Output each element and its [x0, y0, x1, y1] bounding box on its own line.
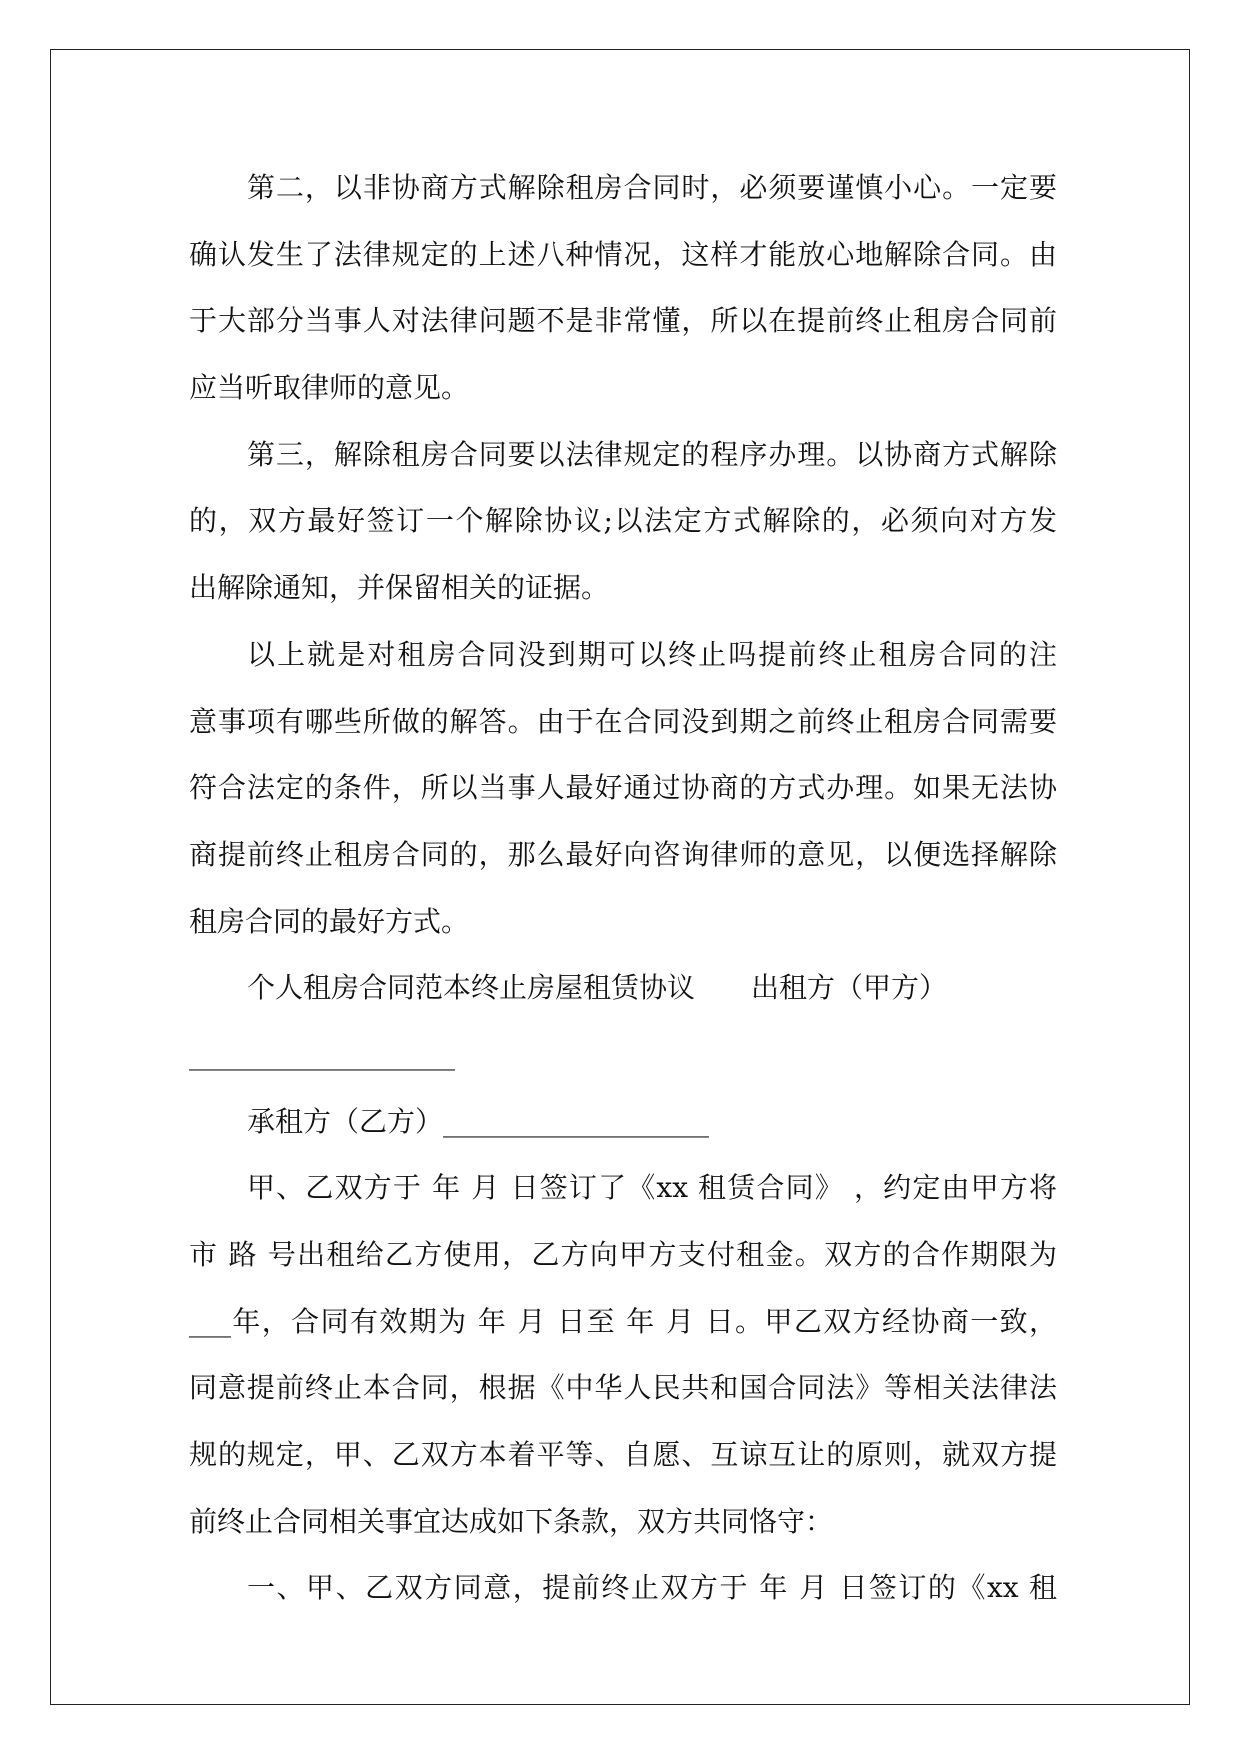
text-line: 前终止合同相关事宜达成如下条款，双方共同恪守：: [189, 1504, 834, 1538]
text-line: 第二，以非协商方式解除租房合同时，必须要谨慎小心。一定要: [247, 171, 1057, 204]
text-line: 应当听取律师的意见。: [189, 371, 470, 405]
text-line: 一、甲、乙双方同意，提前终止双方于 年 月 日签订的《xx 租: [247, 1571, 1057, 1605]
text-line: 出解除通知，并保留相关的证据。: [189, 571, 610, 605]
text-line: 符合法定的条件，所以当事人最好通过协商的方式办理。如果无法协: [189, 771, 1057, 805]
text-line: 甲、乙双方于 年 月 日签订了《xx 租赁合同》 ，约定由甲方将: [247, 1171, 1057, 1205]
text-line: 的，双方最好签订一个解除协议;以法定方式解除的，必须向对方发: [189, 504, 1057, 538]
text-line: 个人租房合同范本终止房屋租赁协议 出租方（甲方）: [247, 971, 948, 1005]
text-line: 以上就是对租房合同没到期可以终止吗提前终止租房合同的注: [247, 637, 1057, 671]
text-line: 租房合同的最好方式。: [189, 904, 470, 938]
document-body: [189, 155, 1057, 1622]
text-line: 规的规定，甲、乙双方本着平等、自愿、互谅互让的原则，就双方提: [189, 1438, 1057, 1472]
text-line: 市 路 号出租给乙方使用，乙方向甲方支付租金。双方的合作期限为: [189, 1238, 1057, 1271]
text-line: 第三，解除租房合同要以法律规定的程序办理。以协商方式解除: [247, 437, 1057, 471]
text-line: ___年，合同有效期为 年 月 日至 年 月 日。甲乙双方经协商一致，: [189, 1304, 1057, 1338]
text-line: 商提前终止租房合同的，那么最好向咨询律师的意见，以便选择解除: [189, 837, 1057, 871]
text-line: 于大部分当事人对法律问题不是非常懂，所以在提前终止租房合同前: [189, 304, 1057, 338]
text-line: 承租方（乙方）___________________: [247, 1104, 710, 1138]
text-line: 同意提前终止本合同，根据《中华人民共和国合同法》等相关法律法: [189, 1371, 1057, 1405]
text-line: 意事项有哪些所做的解答。由于在合同没到期之前终止租房合同需要: [189, 704, 1057, 738]
text-line: ___________________: [189, 1037, 455, 1071]
text-line: 确认发生了法律规定的上述八种情况，这样才能放心地解除合同。由: [189, 237, 1057, 271]
